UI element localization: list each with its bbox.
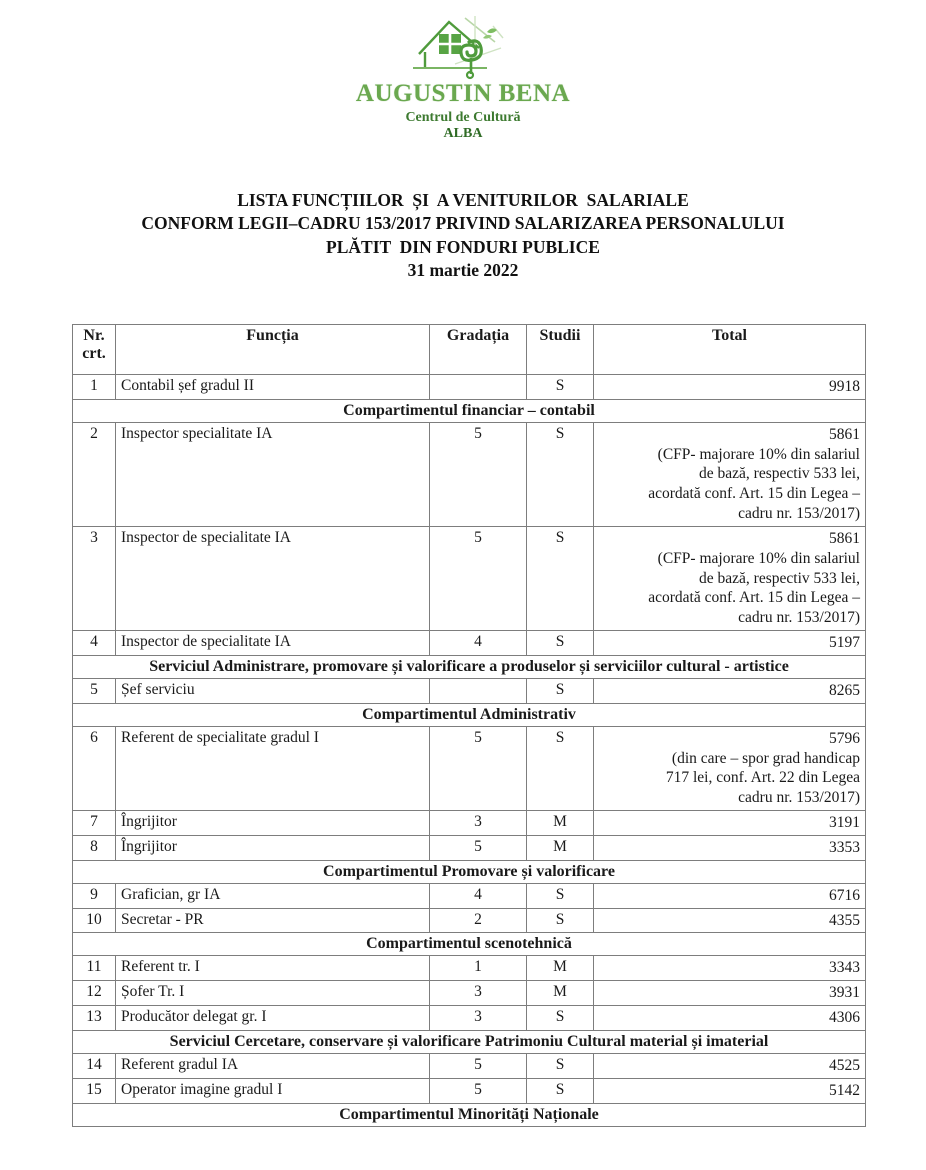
- cell-functia: Îngrijitor: [116, 835, 430, 860]
- document-title-line-2: CONFORM LEGII–CADRU 153/2017 PRIVIND SALARIZAREA PERSONALULUI: [141, 213, 785, 234]
- section-header-label: Compartimentul scenotehnică: [73, 933, 866, 956]
- section-header-label: Compartimentul Promovare și valorificare: [73, 860, 866, 883]
- table-row: [73, 956, 866, 981]
- salary-table-head: [73, 325, 866, 375]
- cell-studii: S: [527, 1053, 594, 1078]
- column-header-gradatia: Gradația: [430, 325, 527, 375]
- total-amount: 3191: [829, 814, 860, 832]
- table-row: [73, 1053, 866, 1078]
- table-row: [73, 883, 866, 908]
- total-amount: 5861: [829, 425, 860, 443]
- logo-title: AUGUSTIN BENA: [355, 80, 571, 107]
- cell-studii: S: [527, 375, 594, 400]
- table-row: [73, 726, 866, 810]
- salary-table-body: [73, 375, 866, 1127]
- cell-studii: S: [527, 422, 594, 526]
- cell-functia: Grafician, gr IA: [116, 883, 430, 908]
- organization-logo-block: [0, 0, 926, 141]
- table-header-row: [73, 325, 866, 375]
- table-row: [73, 835, 866, 860]
- column-header-studii: Studii: [527, 325, 594, 375]
- cell-functia: Șef serviciu: [116, 678, 430, 703]
- total-amount: 3343: [829, 959, 860, 977]
- cell-functia: Producător delegat gr. I: [116, 1006, 430, 1031]
- total-note-line: (CFP- majorare 10% din salariul: [657, 549, 860, 567]
- cell-total: [594, 811, 866, 836]
- column-header-nr-line2: crt.: [82, 345, 106, 363]
- table-row: [73, 1078, 866, 1103]
- document-title-line-1: LISTA FUNCȚIILOR ȘI A VENITURILOR SALARIALE: [237, 190, 689, 211]
- column-header-functia: Funcția: [116, 325, 430, 375]
- cell-gradatia: 5: [430, 422, 527, 526]
- cell-gradatia: 5: [430, 1078, 527, 1103]
- cell-nr: 1: [73, 375, 116, 400]
- total-note-line: (CFP- majorare 10% din salariul: [657, 445, 860, 463]
- total-note-line: de bază, respectiv 533 lei,: [699, 465, 860, 483]
- column-header-nr-line1: Nr.: [83, 327, 105, 344]
- total-note-line: 717 lei, conf. Art. 22 din Legea: [665, 769, 860, 787]
- cell-studii: M: [527, 811, 594, 836]
- table-row: [73, 981, 866, 1006]
- cell-nr: 8: [73, 835, 116, 860]
- document-title-line-3: PLĂTIT DIN FONDURI PUBLICE: [326, 236, 600, 257]
- total-amount: 5796: [829, 729, 860, 747]
- total-note-line: acordată conf. Art. 15 din Legea –: [648, 485, 860, 503]
- cell-total: [594, 1053, 866, 1078]
- table-row: [73, 375, 866, 400]
- total-amount: 6716: [829, 886, 860, 904]
- cell-functia: Operator imagine gradul I: [116, 1078, 430, 1103]
- section-header-label: Serviciul Administrare, promovare și valorificare a produselor și serviciilor cultural - artistice: [73, 655, 866, 678]
- document-title-date: 31 martie 2022: [407, 259, 519, 280]
- total-amount: 9918: [829, 378, 860, 395]
- cell-nr: 13: [73, 1006, 116, 1031]
- salary-table-container: [72, 324, 865, 1127]
- cell-functia: Contabil șef gradul II: [116, 375, 430, 400]
- cell-total: [594, 726, 866, 810]
- total-amount: 4355: [829, 911, 860, 929]
- cell-total: [594, 631, 866, 656]
- cell-functia: Inspector de specialitate IA: [116, 631, 430, 656]
- table-row: [73, 422, 866, 526]
- section-header-label: Compartimentul Administrativ: [73, 703, 866, 726]
- total-amount: 3931: [829, 984, 860, 1002]
- cell-gradatia: 3: [430, 981, 527, 1006]
- cell-total: [594, 526, 866, 630]
- cell-functia: Inspector de specialitate IA: [116, 526, 430, 630]
- logo-subtitle-primary: Centrul de Cultură: [405, 110, 521, 126]
- column-header-nr: [73, 325, 116, 375]
- cell-nr: 9: [73, 883, 116, 908]
- table-row: [73, 526, 866, 630]
- cell-functia: Referent tr. I: [116, 956, 430, 981]
- cell-total: [594, 422, 866, 526]
- cell-gradatia: 5: [430, 835, 527, 860]
- cell-nr: 12: [73, 981, 116, 1006]
- cell-total: [594, 375, 866, 400]
- document-title: [0, 189, 926, 282]
- cell-gradatia: [430, 375, 527, 400]
- column-header-total: Total: [594, 325, 866, 375]
- cell-nr: 10: [73, 908, 116, 933]
- cell-functia: Secretar - PR: [116, 908, 430, 933]
- total-note-line: (din care – spor grad handicap: [671, 749, 860, 767]
- salary-table: [72, 324, 866, 1127]
- table-row: [73, 811, 866, 836]
- total-note-line: cadru nr. 153/2017): [738, 505, 860, 523]
- cell-nr: 4: [73, 631, 116, 656]
- cell-total: [594, 1006, 866, 1031]
- table-section-header-row: [73, 860, 866, 883]
- cell-studii: S: [527, 526, 594, 630]
- cell-studii: S: [527, 908, 594, 933]
- cell-studii: M: [527, 981, 594, 1006]
- cell-total: [594, 981, 866, 1006]
- cell-studii: S: [527, 883, 594, 908]
- cell-studii: S: [527, 726, 594, 810]
- table-section-header-row: [73, 655, 866, 678]
- cell-gradatia: 2: [430, 908, 527, 933]
- cell-studii: S: [527, 678, 594, 703]
- cell-studii: S: [527, 1078, 594, 1103]
- cell-nr: 15: [73, 1078, 116, 1103]
- cell-functia: Referent gradul IA: [116, 1053, 430, 1078]
- section-header-label: Compartimentul financiar – contabil: [73, 399, 866, 422]
- table-section-header-row: [73, 399, 866, 422]
- cell-nr: 6: [73, 726, 116, 810]
- total-amount: 4525: [829, 1056, 860, 1074]
- table-row: [73, 1006, 866, 1031]
- logo-subtitle-secondary: ALBA: [443, 125, 483, 141]
- table-row: [73, 631, 866, 656]
- cell-gradatia: 5: [430, 726, 527, 810]
- total-amount: 5861: [829, 529, 860, 547]
- cell-total: [594, 835, 866, 860]
- cell-studii: S: [527, 1006, 594, 1031]
- total-amount: 8265: [829, 681, 860, 699]
- cell-nr: 14: [73, 1053, 116, 1078]
- total-note-line: cadru nr. 153/2017): [738, 789, 860, 807]
- cell-functia: Șofer Tr. I: [116, 981, 430, 1006]
- table-section-header-row: [73, 933, 866, 956]
- cell-nr: 11: [73, 956, 116, 981]
- total-note-line: cadru nr. 153/2017): [738, 609, 860, 627]
- cell-gradatia: 4: [430, 631, 527, 656]
- table-section-header-row: [73, 1103, 866, 1126]
- section-header-label: Compartimentul Minorități Naționale: [73, 1103, 866, 1126]
- cell-nr: 5: [73, 678, 116, 703]
- total-note-line: de bază, respectiv 533 lei,: [699, 569, 860, 587]
- table-row: [73, 678, 866, 703]
- total-amount: 3353: [829, 838, 860, 856]
- cell-gradatia: 5: [430, 1053, 527, 1078]
- cell-gradatia: 3: [430, 1006, 527, 1031]
- cell-gradatia: 5: [430, 526, 527, 630]
- cell-gradatia: [430, 678, 527, 703]
- cell-functia: Îngrijitor: [116, 811, 430, 836]
- cell-studii: M: [527, 835, 594, 860]
- table-row: [73, 908, 866, 933]
- cell-total: [594, 956, 866, 981]
- table-section-header-row: [73, 703, 866, 726]
- cell-total: [594, 678, 866, 703]
- cell-functia: Inspector specialitate IA: [116, 422, 430, 526]
- cell-nr: 2: [73, 422, 116, 526]
- total-amount: 5197: [829, 634, 860, 652]
- total-amount: 5142: [829, 1081, 860, 1099]
- cell-total: [594, 883, 866, 908]
- cell-nr: 3: [73, 526, 116, 630]
- cell-gradatia: 3: [430, 811, 527, 836]
- cell-total: [594, 1078, 866, 1103]
- table-section-header-row: [73, 1030, 866, 1053]
- house-music-note-logo-icon: [403, 8, 523, 80]
- cell-studii: S: [527, 631, 594, 656]
- section-header-label: Serviciul Cercetare, conservare și valorificare Patrimoniu Cultural material și imaterial: [73, 1030, 866, 1053]
- cell-studii: M: [527, 956, 594, 981]
- total-note-line: acordată conf. Art. 15 din Legea –: [648, 589, 860, 607]
- total-amount: 4306: [829, 1009, 860, 1027]
- cell-functia: Referent de specialitate gradul I: [116, 726, 430, 810]
- cell-nr: 7: [73, 811, 116, 836]
- cell-gradatia: 1: [430, 956, 527, 981]
- cell-total: [594, 908, 866, 933]
- cell-gradatia: 4: [430, 883, 527, 908]
